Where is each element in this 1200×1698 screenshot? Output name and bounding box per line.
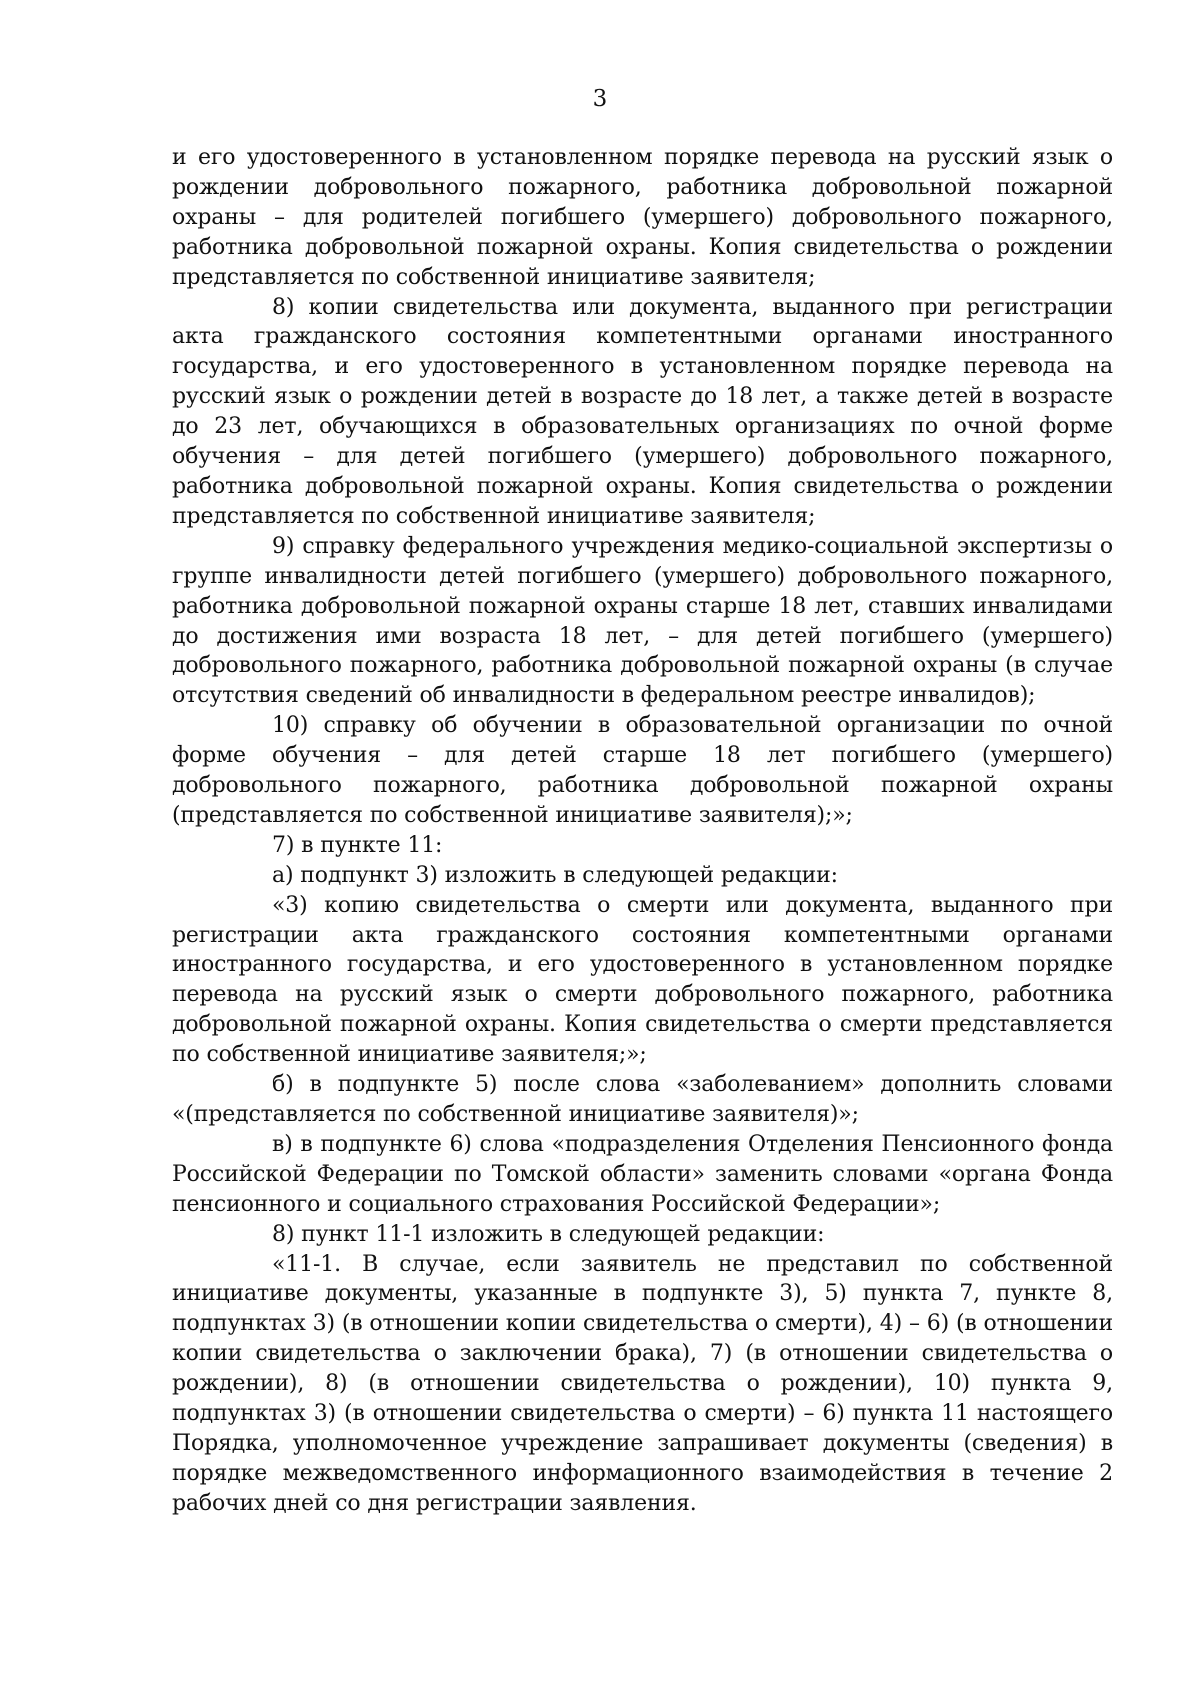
paragraph-amendment-7: 7) в пункте 11: bbox=[272, 832, 443, 858]
document-body bbox=[172, 143, 1113, 1519]
paragraph-item-10-education-certificate: 10) справку об обучении в образовательной организации по очной форме обучения – для детей старше 18 лет погибшего (умершего) добровольного пожарного, работника добровольной пожарной охраны (представляется по собственной инициативе заявителя);»; bbox=[172, 713, 1113, 828]
paragraph-subitem-a: а) подпункт 3) изложить в следующей редакции: bbox=[272, 862, 838, 888]
paragraph-subitem-v: в) в подпункте 6) слова «подразделения Отделения Пенсионного фонда Российской Федерации по Томской области» заменить словами «органа Фонда пенсионного и социального страхования Российской Федерации»; bbox=[172, 1131, 1113, 1217]
paragraph-item-9-disability-certificate: 9) справку федерального учреждения медико-социальной экспертизы о группе инвалидности детей погибшего (умершего) добровольного пожарного, работника добровольной пожарной охраны старше 18 лет, ставших инвалидами до достижения ими возраста 18 лет, – для детей погибшего (умершего) добровольного пожарного, работника добровольной пожарной охраны (в случае отсутствия сведений об инвалидности в федеральном реестре инвалидов); bbox=[172, 533, 1113, 709]
paragraph-quoted-item-11-1: «11-1. В случае, если заявитель не представил по собственной инициативе документы, указанные в подпункте 3), 5) пункта 7, пункте 8, подпунктах 3) (в отношении копии свидетельства о смерти), 4) – 6) (в отношении копии свидетельства о заключении брака), 7) (в отношении свидетельства о рождении), 8) (в отношении свидетельства о рождении), 10) пункта 9, подпунктах 3) (в отношении свидетельства о смерти) – 6) пункта 11 настоящего Порядка, уполномоченное учреждение запрашивает документы (сведения) в порядке межведомственного информационного взаимодействия в течение 2 рабочих дней со дня регистрации заявления. bbox=[172, 1251, 1113, 1516]
paragraph-continuation: и его удостоверенного в установленном порядке перевода на русский язык о рождении добровольного пожарного, работника добровольной пожарной охраны – для родителей погибшего (умершего) добровольного пожарного, работника добровольной пожарной охраны. Копия свидетельства о рождении представляется по собственной инициативе заявителя; bbox=[172, 145, 1113, 290]
paragraph-quoted-item-3: «3) копию свидетельства о смерти или документа, выданного при регистрации акта гражданского состояния компетентными органами иностранного государства, и его удостоверенного в установленном порядке перевода на русский язык о смерти добровольного пожарного, работника добровольной пожарной охраны. Копия свидетельства о смерти представляется по собственной инициативе заявителя;»; bbox=[172, 892, 1113, 1068]
paragraph-subitem-b: б) в подпункте 5) после слова «заболеванием» дополнить словами «(представляется по собственной инициативе заявителя)»; bbox=[172, 1072, 1113, 1127]
paragraph-item-8-birth-certificates: 8) копии свидетельства или документа, выданного при регистрации акта гражданского состояния компетентными органами иностранного государства, и его удостоверенного в установленном порядке перевода на русский язык о рождении детей в возрасте до 18 лет, а также детей в возрасте до 23 лет, обучающихся в образовательных организациях по очной форме обучения – для детей погибшего (умершего) добровольного пожарного, работника добровольной пожарной охраны. Копия свидетельства о рождении представляется по собственной инициативе заявителя; bbox=[172, 294, 1113, 529]
page-number: 3 bbox=[592, 86, 608, 112]
paragraph-amendment-8: 8) пункт 11-1 изложить в следующей редакции: bbox=[272, 1221, 825, 1247]
